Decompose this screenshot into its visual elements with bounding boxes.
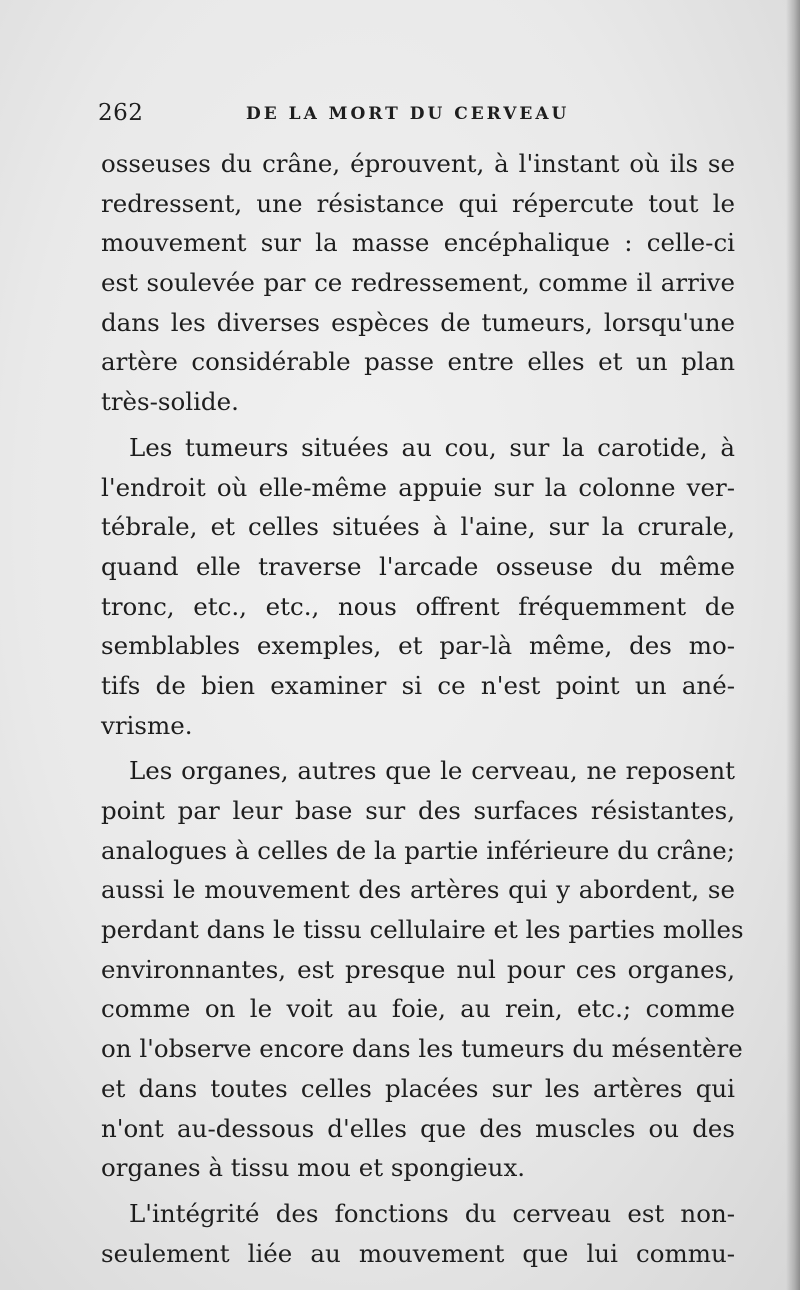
text-line: mouvement sur la masse encéphalique : celle-ci [101,228,735,258]
text-line: tébrale, et celles situées à l'aine, sur la crurale, [101,512,735,542]
text-line: très-solide. [101,387,239,417]
text-line: analogues à celles de la partie inférieure du crâne; [101,835,736,865]
text-line: point par leur base sur des surfaces résistantes, [101,796,735,825]
running-title: DE LA MORT DU CERVEAU [246,104,570,124]
text-line: Les tumeurs situées au cou, sur la carotide, à [129,432,735,462]
text-line: perdant dans le tissu cellulaire et les parties molles [101,915,744,945]
text-line: artère considérable passe entre elles et un plan [101,347,735,377]
text-line: comme on le voit au foie, au rein, etc.; comme [101,994,735,1024]
text-line: Les organes, autres que le cerveau, ne reposent [129,756,735,786]
paragraph [101,751,744,1188]
text-line: redressent, une résistance qui répercute tout le [101,188,735,218]
text-line: seulement liée au mouvement que lui commu- [101,1238,735,1268]
text-line: L'intégrité des fonctions du cerveau est non- [129,1198,735,1228]
text-line: dans les diverses espèces de tumeurs, lorsqu'une [101,307,735,337]
paragraph [101,1194,735,1273]
text-line: tifs de bien examiner si ce n'est point un ané- [101,670,735,700]
text-line: l'endroit où elle-même appuie sur la colonne ver- [101,472,735,502]
text-line: osseuses du crâne, éprouvent, à l'instant où ils se [101,149,735,178]
text-line: et dans toutes celles placées sur les artères qui [101,1073,735,1103]
text-line: vrisme. [101,710,193,740]
page-header [98,100,738,132]
text-line: organes à tissu mou et spongieux. [101,1153,526,1183]
text-line: est soulevée par ce redressement, comme il arrive [101,268,735,298]
text-line: semblables exemples, et par-là même, des mo- [101,631,735,661]
page-edge-shadow [786,0,800,1290]
text-line: aussi le mouvement des artères qui y abordent, se [101,875,735,905]
text-line: quand elle traverse l'arcade osseuse du même [101,551,735,581]
paragraph [101,428,735,746]
text-line: on l'observe encore dans les tumeurs du mésentère [101,1034,743,1064]
paragraph [101,144,735,422]
text-line: n'ont au-dessous d'elles que des muscles ou des [101,1113,735,1143]
text-line: tronc, etc., etc., nous offrent fréquemment de [101,591,735,621]
page-number: 262 [98,100,144,126]
body-text [101,144,744,1279]
text-line: environnantes, est presque nul pour ces organes, [101,954,735,984]
